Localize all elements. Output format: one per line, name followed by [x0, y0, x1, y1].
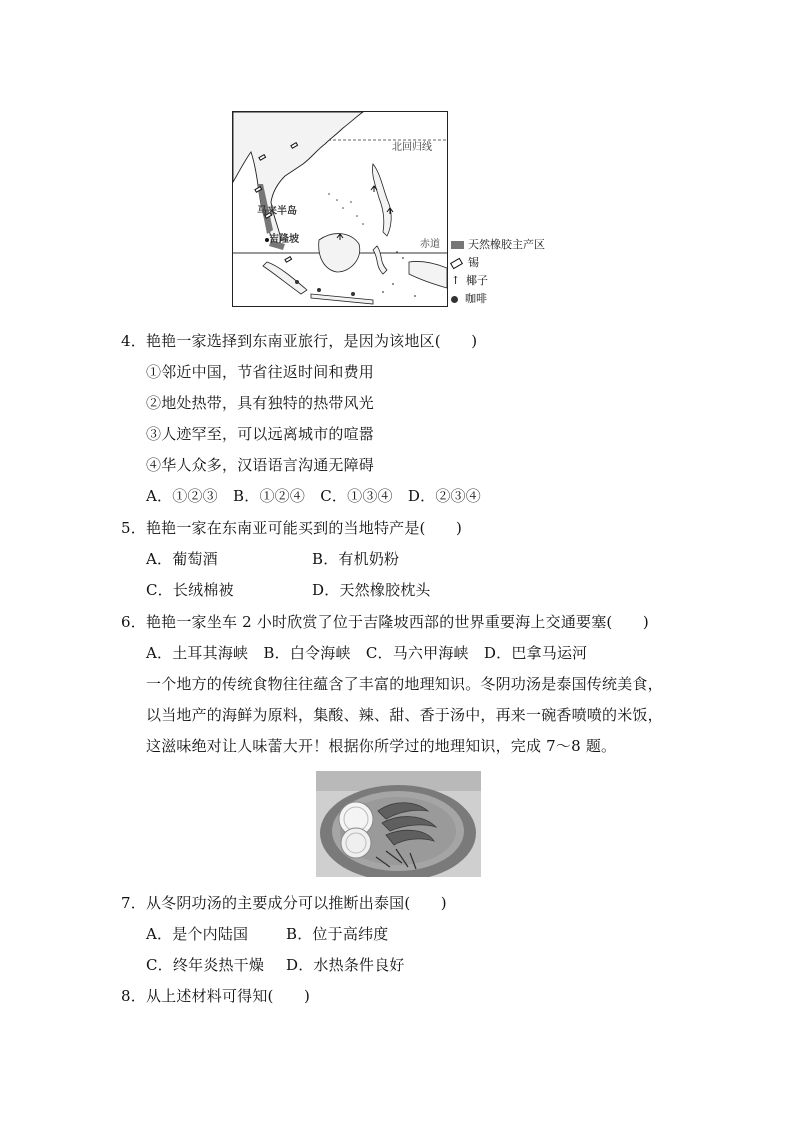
q5-option-a: A．葡萄酒 [146, 550, 218, 568]
southeast-asia-map [232, 111, 448, 307]
q4-item-3: ③人迹罕至，可以远离城市的喧嚣 [146, 425, 375, 443]
coconut-icon: ↑ [451, 274, 461, 287]
borneo [319, 234, 360, 272]
peninsula-label: 马来半岛 [257, 206, 297, 217]
q5-option-d: D．天然橡胶枕头 [312, 581, 431, 599]
q7-stem: 7．从冬阴功汤的主要成分可以推断出泰国( ) [121, 894, 447, 912]
q5-stem: 5．艳艳一家在东南亚可能买到的当地特产是( ) [121, 519, 463, 537]
philippines [372, 164, 391, 236]
equator-label: 赤道 [420, 239, 440, 250]
sumatra [263, 262, 307, 294]
mainland-outline [233, 112, 363, 243]
q7-option-a: A．是个内陆国 [146, 925, 249, 943]
q4-item-1: ①邻近中国，节省往返时间和费用 [146, 363, 375, 381]
q4-options: A．①②③ B．①②④ C．①③④ D．②③④ [146, 487, 481, 505]
sulawesi [373, 246, 387, 274]
q6-options: A．土耳其海峡 B．白令海峡 C．马六甲海峡 D．巴拿马运河 [146, 644, 588, 662]
q5-option-b: B．有机奶粉 [312, 550, 400, 568]
tom-yum-soup-photo [316, 771, 481, 877]
passage-line-2: 以当地产的海鲜为原料，集酸、辣、甜、香于汤中，再来一碗香喷喷的米饭， [146, 706, 663, 724]
q4-stem: 4．艳艳一家选择到东南亚旅行，是因为该地区( ) [121, 332, 478, 350]
q7-option-b: B．位于高纬度 [286, 925, 389, 943]
legend-coconut-label: 椰子 [466, 274, 488, 287]
q6-stem: 6．艳艳一家坐车 2 小时欣赏了位于吉隆坡西部的世界重要海上交通要塞( ) [121, 613, 649, 631]
legend-rubber-label: 天然橡胶主产区 [468, 238, 545, 251]
legend-tin [451, 256, 479, 269]
tropic-label: 北回归线 [392, 142, 432, 153]
java [311, 294, 373, 304]
q5-option-c: C．长绒棉被 [146, 581, 234, 599]
legend-coffee-label: 咖啡 [465, 292, 487, 305]
legend-coffee [451, 292, 487, 305]
passage-line-3: 这滋味绝对让人味蕾大开！根据你所学过的地理知识，完成 7～8 题。 [146, 737, 617, 755]
legend-rubber [451, 238, 545, 251]
soup-illustration [316, 771, 481, 877]
legend-tin-label: 锡 [468, 256, 479, 269]
q7-option-d: D．水热条件良好 [286, 956, 405, 974]
city-label: 吉隆坡 [269, 234, 299, 245]
new-guinea [409, 261, 447, 288]
tin-icon [450, 257, 463, 269]
q7-option-c: C．终年炎热干燥 [146, 956, 265, 974]
rubber-area-swatch [451, 241, 464, 249]
q4-item-4: ④华人众多，汉语语言沟通无障碍 [146, 456, 375, 474]
passage-line-1: 一个地方的传统食物往往蕴含了丰富的地理知识。冬阴功汤是泰国传统美食， [146, 675, 663, 693]
coffee-icon [451, 296, 458, 303]
q8-stem: 8．从上述材料可得知( ) [121, 987, 311, 1005]
q4-item-2: ②地处热带，具有独特的热带风光 [146, 394, 375, 412]
legend-coconut [451, 274, 488, 287]
